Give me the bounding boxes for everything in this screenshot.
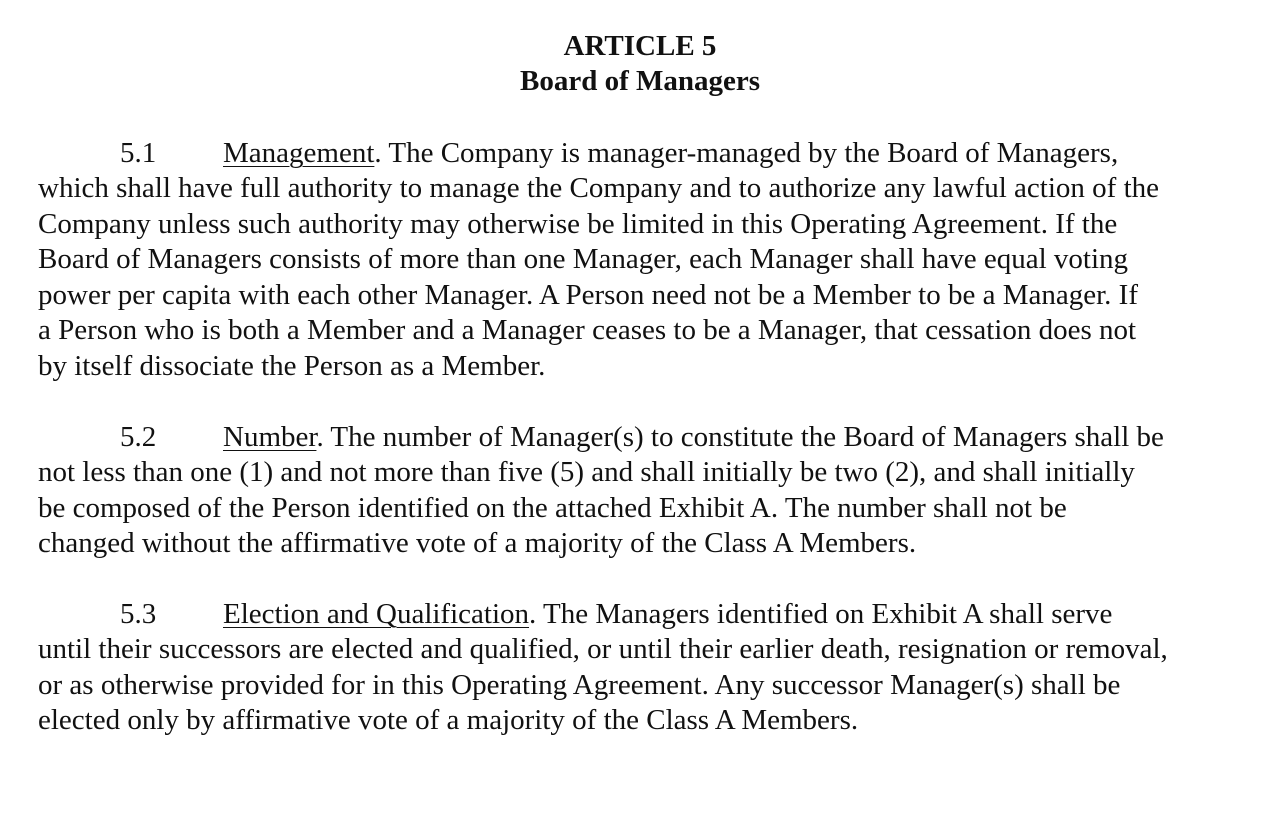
body-line: until their successors are elected and qualified, or until their earlier death, resignation or removal, — [38, 633, 1168, 665]
body-line: a Person who is both a Member and a Manager ceases to be a Manager, that cessation does not — [38, 314, 1137, 346]
body-line: Board of Managers consists of more than one Manager, each Manager shall have equal voting — [38, 243, 1129, 275]
section-number: 5.2 — [120, 421, 157, 453]
section-first-line — [38, 419, 1248, 455]
article-number: ARTICLE 5 — [563, 30, 717, 62]
section-first-text — [223, 596, 1112, 632]
section-first-text — [223, 419, 1164, 455]
section-first-text — [223, 135, 1118, 171]
body-line: not less than one (1) and not more than five (5) and shall initially be two (2), and shall initially — [38, 456, 1135, 488]
section-first-line-rest: . The Managers identified on Exhibit A shall serve — [529, 598, 1113, 630]
body-line: power per capita with each other Manager. A Person need not be a Member to be a Manager. If — [38, 279, 1138, 311]
section-number: 5.1 — [120, 137, 157, 169]
body-line: elected only by affirmative vote of a majority of the Class A Members. — [38, 704, 859, 736]
section-heading: Election and Qualification — [223, 598, 530, 630]
section-first-line — [38, 135, 1248, 171]
body-line: by itself dissociate the Person as a Member. — [38, 350, 546, 382]
article-title: Board of Managers — [519, 65, 761, 97]
section-first-line-rest: . The number of Manager(s) to constitute the Board of Managers shall be — [316, 421, 1164, 453]
body-line: which shall have full authority to manage the Company and to authorize any lawful action of the — [38, 172, 1160, 204]
section-first-line — [38, 596, 1248, 632]
body-line: be composed of the Person identified on the attached Exhibit A. The number shall not be — [38, 492, 1067, 524]
section-first-line-rest: . The Company is manager-managed by the Board of Managers, — [374, 137, 1119, 169]
section-number: 5.3 — [120, 598, 157, 630]
body-line: Company unless such authority may otherwise be limited in this Operating Agreement. If the — [38, 208, 1118, 240]
section-heading: Management — [223, 137, 375, 169]
section-heading: Number — [223, 421, 317, 453]
body-line: or as otherwise provided for in this Operating Agreement. Any successor Manager(s) shall be — [38, 669, 1121, 701]
body-line: changed without the affirmative vote of a majority of the Class A Members. — [38, 527, 917, 559]
